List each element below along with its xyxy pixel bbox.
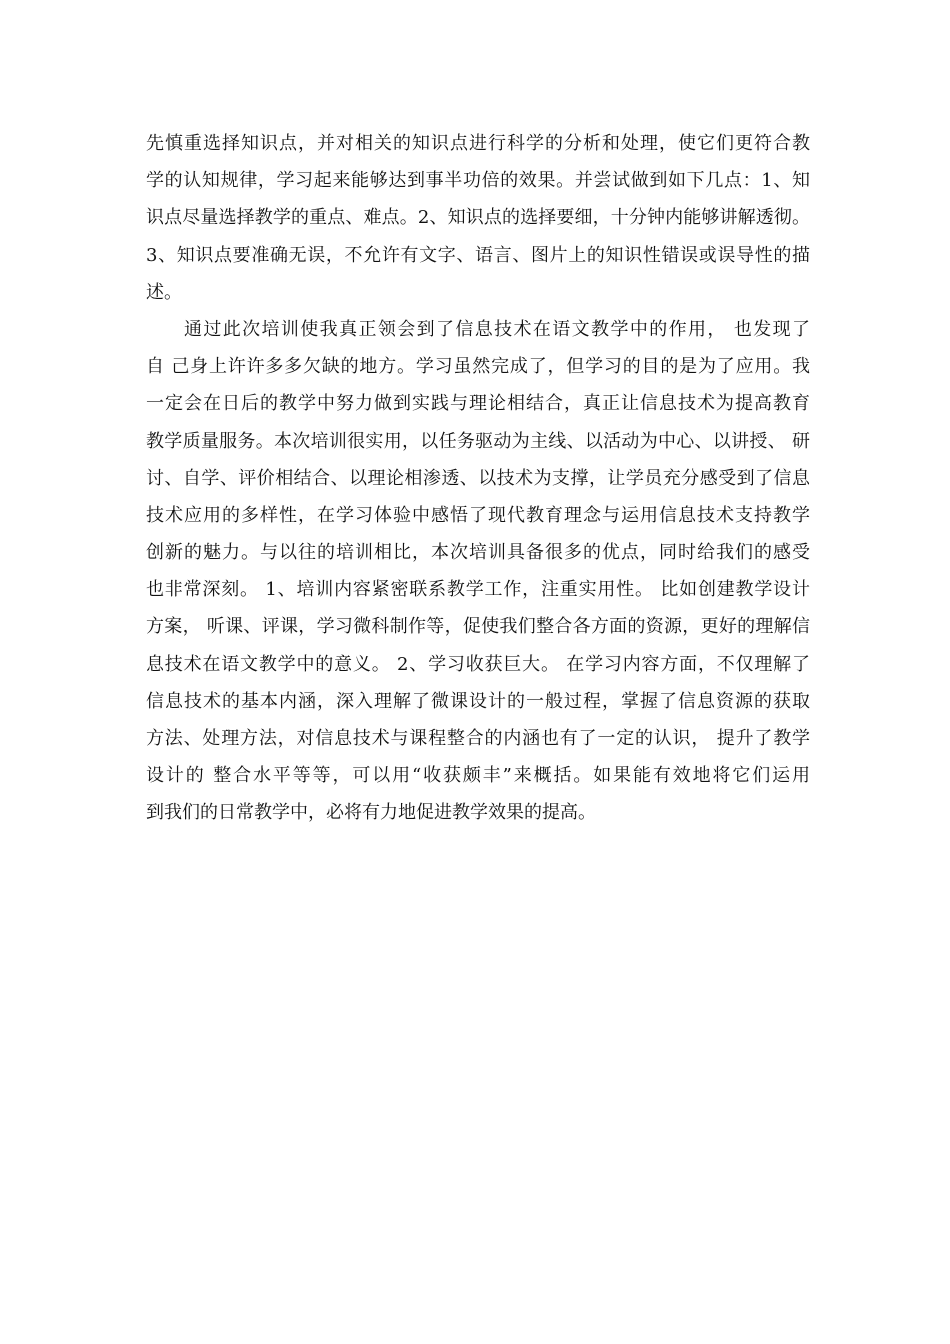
text-line: 述。 — [146, 281, 182, 303]
text-line: 通过此次培训使我真正领会到了信息技术在语文教学中的作用， 也发现了 — [184, 318, 810, 340]
text-line: 也非常深刻。 1、培训内容紧密联系教学工作，注重实用性。 比如创建教学设计 — [146, 579, 810, 601]
text-line: 讨、自学、评价相结合、以理论相渗透、以技术为支撑，让学员充分感受到了信息 — [146, 467, 810, 489]
text-line: 先慎重选择知识点，并对相关的知识点进行科学的分析和处理，使它们更符合教 — [146, 133, 810, 154]
text-line: 设计的 整合水平等等，可以用“收获颇丰”来概括。如果能有效地将它们运用 — [146, 765, 810, 787]
text-line: 教学质量服务。本次培训很实用，以任务驱动为主线、以活动为中心、以讲授、 研 — [146, 430, 810, 452]
text-line: 自 己身上许许多多欠缺的地方。学习虽然完成了，但学习的目的是为了应用。我 — [146, 356, 810, 378]
paragraph-1 — [146, 125, 810, 311]
text-line: 一定会在日后的教学中努力做到实践与理论相结合，真正让信息技术为提高教育 — [146, 393, 810, 415]
text-line: 方法、处理方法，对信息技术与课程整合的内涵也有了一定的认识， 提升了教学 — [146, 728, 810, 749]
text-line: 息技术在语文教学中的意义。 2、学习收获巨大。 在学习内容方面，不仅理解了 — [146, 653, 810, 675]
text-line: 方案， 听课、评课，学习微科制作等，促使我们整合各方面的资源，更好的理解信 — [146, 616, 810, 638]
text-line: 3、知识点要准确无误，不允许有文字、语言、图片上的知识性错误或误导性的描 — [146, 244, 810, 266]
text-line: 到我们的日常教学中，必将有力地促进教学效果的提高。 — [146, 802, 596, 824]
paragraph-2 — [146, 311, 810, 832]
text-line: 学的认知规律，学习起来能够达到事半功倍的效果。并尝试做到如下几点：1、知 — [146, 170, 810, 192]
text-line: 识点尽量选择教学的重点、难点。2、知识点的选择要细，十分钟内能够讲解透彻。 — [146, 207, 810, 229]
text-line: 技术应用的多样性，在学习体验中感悟了现代教育理念与运用信息技术支持教学 — [146, 504, 810, 526]
text-line: 创新的魅力。与以往的培训相比，本次培训具备很多的优点，同时给我们的感受 — [146, 542, 810, 564]
document-body — [146, 125, 810, 832]
text-line: 信息技术的基本内涵，深入理解了微课设计的一般过程，掌握了信息资源的获取 — [146, 690, 810, 712]
